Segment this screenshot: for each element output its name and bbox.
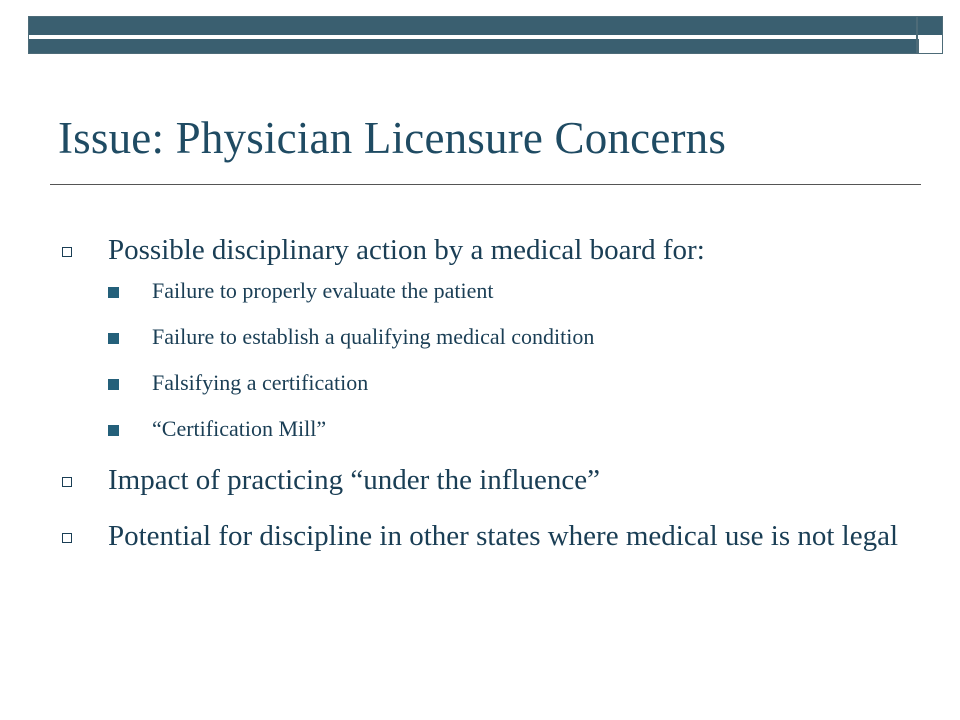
sub-bullet-text: Failure to establish a qualifying medical condition <box>152 324 595 349</box>
top-bar-band-lower <box>29 39 918 53</box>
sub-bullet-text: Failure to properly evaluate the patient <box>152 278 494 303</box>
solid-square-icon <box>108 333 119 344</box>
bullet-list <box>60 232 900 554</box>
sub-bullet-list <box>108 278 900 442</box>
sub-bullet-text: Falsifying a certification <box>152 370 369 395</box>
decorative-top-bar <box>28 16 943 54</box>
hollow-square-icon <box>62 533 72 543</box>
bullet-item-disciplinary-action <box>60 232 900 442</box>
solid-square-icon <box>108 379 119 390</box>
sub-bullet-item <box>108 370 900 396</box>
sub-bullet-item <box>108 278 900 304</box>
title-underline <box>50 184 921 185</box>
top-bar-corner-box <box>918 39 942 53</box>
top-bar-corner-block <box>918 17 942 35</box>
top-bar-band <box>29 17 918 35</box>
bullet-item-discipline-other-states <box>60 518 900 554</box>
bullet-text: Possible disciplinary action by a medical board for: <box>108 234 705 266</box>
solid-square-icon <box>108 287 119 298</box>
solid-square-icon <box>108 425 119 436</box>
bullet-item-impact <box>60 462 900 498</box>
bullet-text: Potential for discipline in other states where medical use is not legal <box>108 520 899 552</box>
hollow-square-icon <box>62 247 72 257</box>
sub-bullet-text: “Certification Mill” <box>152 416 327 441</box>
slide-title: Issue: Physician Licensure Concerns <box>58 113 727 163</box>
bullet-text: Impact of practicing “under the influence” <box>108 464 600 496</box>
hollow-square-icon <box>62 477 72 487</box>
sub-bullet-item <box>108 416 900 442</box>
sub-bullet-item <box>108 324 900 350</box>
